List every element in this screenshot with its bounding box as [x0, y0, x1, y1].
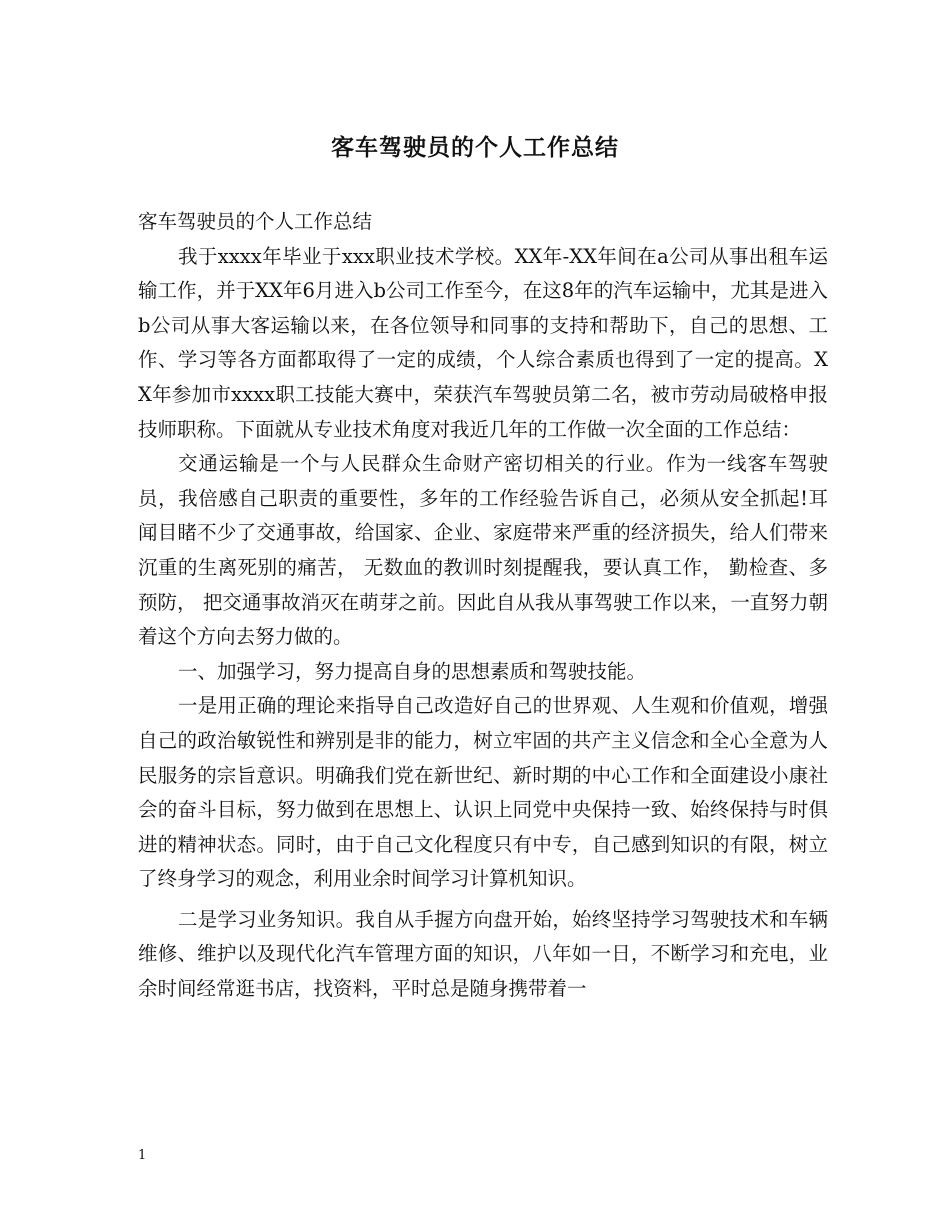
document-body: [138, 205, 828, 1007]
paragraph-business: 二是学习业务知识。我自从手握方向盘开始，始终坚持学习驾驶技术和车辆维修、维护以及现代化汽车管理方面的知识，八年如一日，不断学习和充电，业余时间经常逛书店，找资料，平时总是随身携带着一: [138, 907, 828, 1001]
paragraph-subtitle: 客车驾驶员的个人工作总结: [138, 210, 373, 233]
paragraph-theory: 一是用正确的理论来指导自己改造好自己的世界观、人生观和价值观，增强自己的政治敏锐性和辨别是非的能力，树立牢固的共产主义信念和全心全意为人民服务的宗旨意识。明确我们党在新世纪、新时期的中心工作和全面建设小康社会的奋斗目标，努力做到在思想上、认识上同党中央保持一致、始终保持与时俱进的精神状态。同时，由于自己文化程度只有中专，自己感到知识的有限，树立了终身学习的观念，利用业余时间学习计算机知识。: [138, 694, 828, 891]
page-number: 1: [138, 1148, 147, 1163]
paragraph-section-heading: 一、加强学习，努力提高自身的思想素质和驾驶技能。: [178, 659, 647, 683]
document-title: 客车驾驶员的个人工作总结: [331, 134, 619, 161]
paragraph-safety: 交通运输是一个与人民群众生命财产密切相关的行业。作为一线客车驾驶员，我倍感自己职责的重要性，多年的工作经验告诉自己，必须从安全抓起!耳闻目睹不少了交通事故，给国家、企业、家庭带来严重的经济损失，给人们带来沉重的生离死别的痛苦， 无数血的教训时刻提醒我，要认真工作， 勤检查、多预防， 把交通事故消灭在萌芽之前。因此自从我从事驾驶工作以来，一直努力朝着这个方向去努力做的。: [138, 452, 828, 649]
paragraph-intro: 我于xxxx年毕业于xxx职业技术学校。XX年-XX年间在a公司从事出租车运输工作，并于XX年6月进入b公司工作至今，在这8年的汽车运输中，尤其是进入b公司从事大客运输以来，在各位领导和同事的支持和帮助下，自己的思想、工作、学习等各方面都取得了一定的成绩，个人综合素质也得到了一定的提高。XX年参加市xxxx职工技能大赛中，荣获汽车驾驶员第二名，被市劳动局破格申报技师职称。下面就从专业技术角度对我近几年的工作做一次全面的工作总结：: [138, 244, 828, 441]
